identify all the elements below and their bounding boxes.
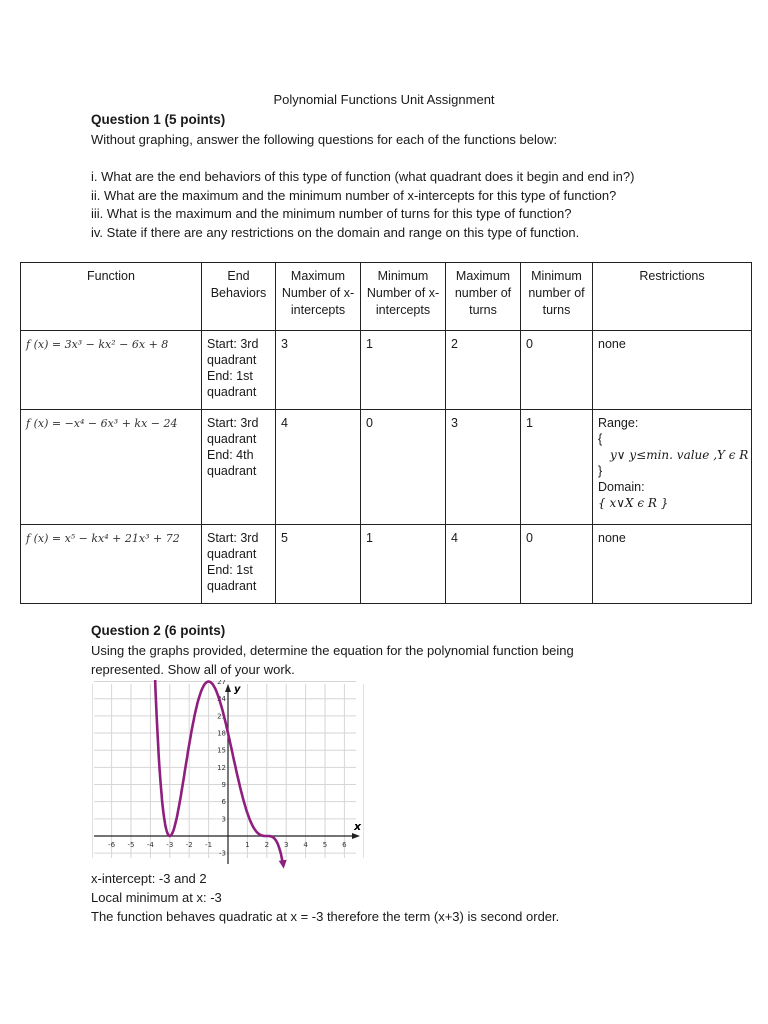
header-end-behaviors: End Behaviors	[202, 263, 276, 331]
end-line: quadrant	[207, 353, 257, 367]
x-axis-arrow	[352, 833, 360, 839]
question-2-line-2: represented. Show all of your work.	[91, 662, 295, 677]
end-line: quadrant	[207, 464, 257, 478]
polynomial-graph	[92, 680, 364, 870]
header-max-x-intercepts: Maximum Number of x-intercepts	[276, 263, 361, 331]
x-tick-label: 3	[283, 841, 289, 849]
y-tick-label: 9	[221, 781, 226, 790]
functions-table	[20, 262, 752, 604]
end-line: Start: 3rd	[207, 337, 259, 351]
end-behavior-cell	[202, 331, 276, 410]
end-line: quadrant	[207, 432, 257, 446]
domain-expression: { x∨X ϵ R }	[598, 496, 669, 510]
curve-arrow-down	[279, 860, 287, 869]
x-tick-label: -2	[185, 841, 193, 849]
range-open-brace: {	[598, 432, 603, 446]
function-expression: f (x) = −x⁴ − 6x³ + kx − 24	[26, 417, 178, 430]
header-restrictions: Restrictions	[593, 263, 752, 331]
min-x-cell: 1	[361, 331, 446, 410]
min-turns-cell: 0	[521, 331, 593, 410]
min-x-cell: 1	[361, 525, 446, 604]
header-min-x-intercepts: Minimum Number of x-intercepts	[361, 263, 446, 331]
max-turns-cell: 4	[446, 525, 521, 604]
question-item: iii. What is the maximum and the minimum number of turns for this type of function?	[91, 206, 572, 221]
function-expression: f (x) = 3x³ − kx² − 6x + 8	[26, 338, 169, 351]
header-function: Function	[21, 263, 202, 331]
end-line: quadrant	[207, 579, 257, 593]
y-tick-label: 15	[217, 746, 226, 755]
max-turns-cell: 2	[446, 331, 521, 410]
y-tick-label: -3	[219, 849, 226, 858]
end-line: Start: 3rd	[207, 416, 259, 430]
end-line: End: 1st	[207, 563, 253, 577]
question-2-heading: Question 2 (6 points)	[91, 623, 226, 638]
x-tick-label: 6	[342, 841, 347, 849]
note-line: x-intercept: -3 and 2	[91, 871, 207, 886]
end-behavior-cell	[202, 525, 276, 604]
range-close-brace: }	[598, 464, 603, 478]
min-turns-cell: 0	[521, 525, 593, 604]
note-line: Local minimum at x: -3	[91, 890, 222, 905]
table-row	[21, 331, 752, 410]
y-tick-label: 3	[221, 815, 226, 824]
end-line: End: 1st	[207, 369, 253, 383]
y-tick-label: 27	[217, 680, 226, 687]
restrictions-cell: none	[593, 331, 752, 410]
table-row	[21, 410, 752, 525]
max-x-cell: 4	[276, 410, 361, 525]
restrictions-cell	[593, 410, 752, 525]
x-tick-label: -1	[205, 841, 213, 849]
page-title: Polynomial Functions Unit Assignment	[273, 92, 495, 107]
question-2-line-1: Using the graphs provided, determine the equation for the polynomial function being	[91, 643, 574, 658]
question-1-intro: Without graphing, answer the following questions for each of the functions below:	[91, 132, 558, 147]
question-item: ii. What are the maximum and the minimum number of x-intercepts for this type of function?	[91, 187, 617, 203]
y-tick-label: 24	[217, 695, 226, 704]
question-item: iv. State if there are any restrictions on the domain and range on this type of function.	[91, 224, 580, 240]
end-line: End: 4th	[207, 448, 254, 462]
range-expression: y∨ y≤min. value ,Y ϵ R	[610, 448, 749, 462]
y-tick-label: 12	[217, 763, 226, 772]
end-line: Start: 3rd	[207, 531, 259, 545]
x-tick-label: -3	[166, 841, 174, 849]
domain-label: Domain:	[598, 480, 645, 494]
question-2-notes	[91, 869, 559, 926]
x-tick-label: 4	[303, 841, 308, 849]
range-label: Range:	[598, 416, 639, 430]
note-line: The function behaves quadratic at x = -3 therefore the term (x+3) is second order.	[91, 909, 560, 924]
end-line: quadrant	[207, 385, 257, 399]
function-expression: f (x) = x⁵ − kx⁴ + 21x³ + 72	[26, 532, 180, 545]
header-min-turns: Minimum number of turns	[521, 263, 593, 331]
x-tick-label: -5	[127, 841, 135, 849]
header-max-turns: Maximum number of turns	[446, 263, 521, 331]
x-tick-label: 1	[245, 841, 250, 849]
y-tick-label: 6	[221, 798, 226, 807]
end-behavior-cell	[202, 410, 276, 525]
y-axis-label: y	[234, 684, 241, 695]
question-item: i. What are the end behaviors of this type of function (what quadrant does it begin and end in?)	[91, 169, 635, 184]
table-row	[21, 525, 752, 604]
x-axis-label: x	[354, 820, 362, 833]
y-tick-label: 18	[217, 729, 226, 738]
min-turns-cell: 1	[521, 410, 593, 525]
question-1-heading: Question 1 (5 points)	[91, 112, 226, 127]
max-turns-cell: 3	[446, 410, 521, 525]
min-x-cell: 0	[361, 410, 446, 525]
graph-axes	[94, 684, 360, 864]
max-x-cell: 3	[276, 331, 361, 410]
x-tick-label: -6	[108, 841, 116, 849]
restrictions-cell: none	[593, 525, 752, 604]
question-1-items	[91, 168, 634, 242]
x-tick-label: -4	[146, 841, 154, 849]
x-tick-label: 2	[264, 841, 270, 849]
table-header-row	[21, 263, 752, 331]
end-line: quadrant	[207, 547, 257, 561]
x-tick-label: 5	[322, 841, 328, 849]
y-tick-label: 21	[217, 712, 226, 721]
max-x-cell: 5	[276, 525, 361, 604]
